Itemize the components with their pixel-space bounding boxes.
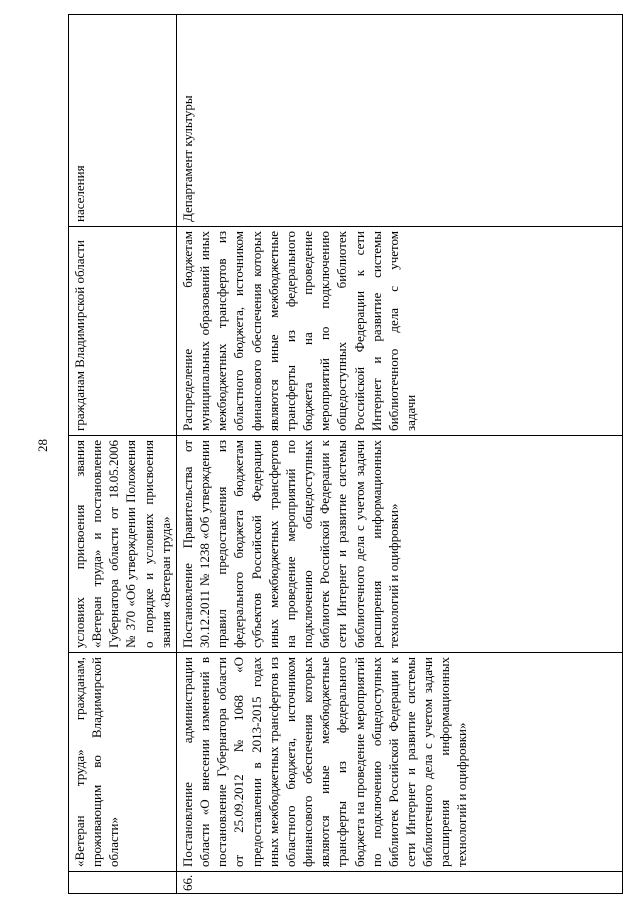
cell-legal-basis: условиях присвоения звания «Ветеран труда» и постановление Губернатора области от 18.05.2006 № 370 «Об утверждении Положения о порядке и условиях присвоения звания «Ветеран труда»	[69, 436, 177, 653]
cell-content: Распределение бюджетам муниципальных образований иных межбюджетных трансфертов из областного бюджета, источником финансового обеспечения которых являются иные межбюджетные трансферты из федерального бюджета на проведение мероприятий по подключению общедоступных библиотек Российской Федерации к сети Интернет и развитие системы библиотечного дела с учетом задачи	[176, 227, 622, 436]
cell-content: гражданам Владимирской области	[69, 227, 177, 436]
cell-responsible: Департамент культуры	[176, 15, 622, 227]
cell-number: 66.	[176, 872, 622, 894]
cell-document-name: Постановление администрации области «О внесении изменений в постановление Губернатора области от 25.09.2012 №1068 «О предоставлении в 2013-2015 годах иных межбюджетных трансфертов из областного бюджета, источником финансового обеспечения которых являются иные межбюджетные трансферты из федерального бюджета на проведение мероприятий по подключению общедоступных библиотек Российской Федерации к сети Интернет и развитие системы библиотечного дела с учетом задачи расширения информационных технологий и оцифровки»	[176, 653, 622, 872]
rotated-table-container	[68, 14, 623, 894]
page-number: 28	[35, 439, 50, 452]
cell-legal-basis: Постановление Правительства от 30.12.2011 № 1238 «Об утверждении правил предоставления из федерального бюджета бюджетам субъектов Российской Федерации иных межбюджетных трансфертов на проведение мероприятий по подключению общедоступных библиотек Российской Федерации к сети Интернет и развитие системы библиотечного дела с учетом задачи расширения информационных технологий и оцифровки»	[176, 436, 622, 653]
cell-number	[69, 872, 177, 894]
table-row	[176, 15, 622, 894]
cell-document-name: «Ветеран труда» гражданам, проживающим во Владимирской области»	[69, 653, 177, 872]
cell-responsible: населения	[69, 15, 177, 227]
legislation-table	[68, 14, 623, 894]
table-row	[69, 15, 177, 894]
